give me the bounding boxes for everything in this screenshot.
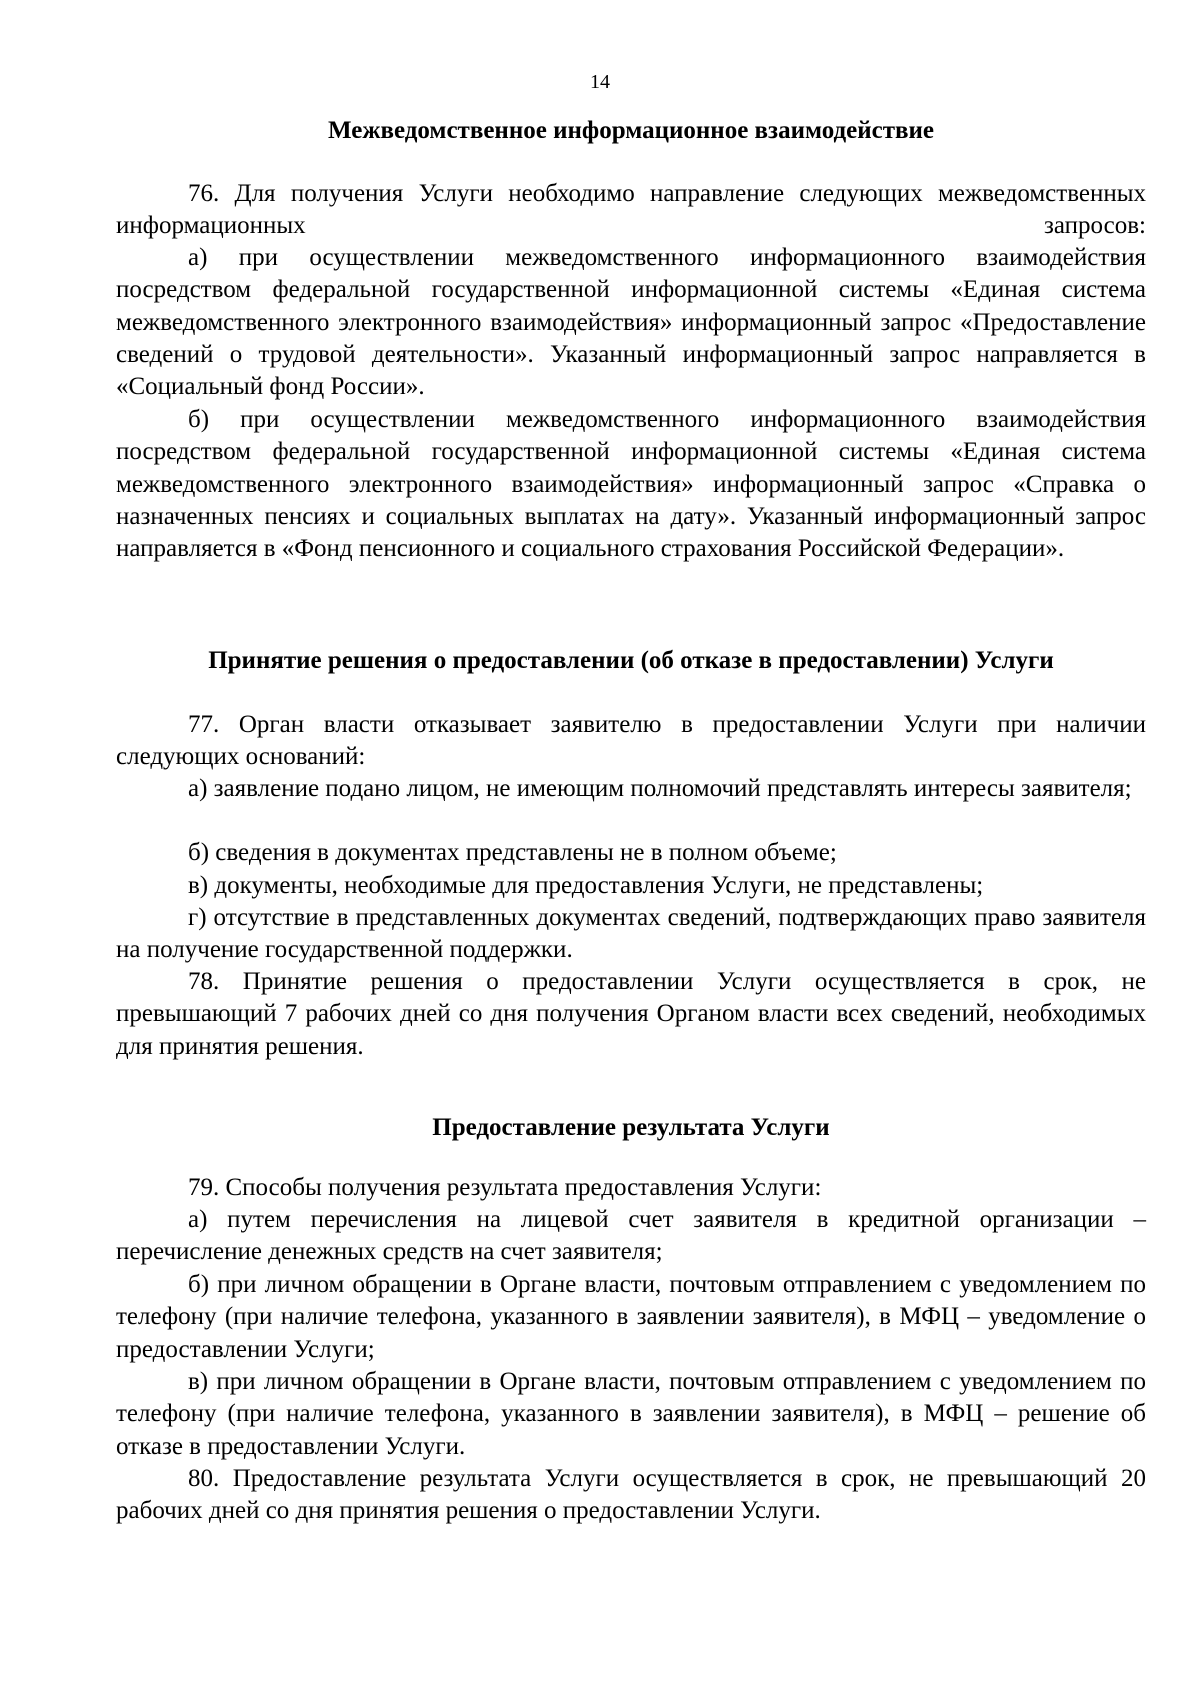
paragraph-76: 76. Для получения Услуги необходимо направление следующих межведомственных информационных запросов:: [116, 180, 1146, 240]
paragraph-80: 80. Предоставление результата Услуги осуществляется в срок, не превышающий 20 рабочих дней со дня принятия решения о предоставлении Услуги.: [116, 1465, 1146, 1525]
section-heading-decision: Принятие решения о предоставлении (об отказе в предоставлении) Услуги: [208, 647, 1054, 674]
paragraph-77-a: а) заявление подано лицом, не имеющим полномочий представлять интересы заявителя;: [188, 775, 1132, 802]
section-heading-result: Предоставление результата Услуги: [432, 1114, 830, 1141]
paragraph-76-a: а) при осуществлении межведомственного информационного взаимодействия посредством федеральной государственной информационной системы «Единая система межведомственного электронного взаимодействия» информационный запрос «Предоставление сведений о трудовой деятельности». Указанный информационный запрос направляется в «Социальный фонд России».: [116, 244, 1146, 401]
paragraph-76-b: б) при осуществлении межведомственного информационного взаимодействия посредством федеральной государственной информационной системы «Единая система межведомственного электронного взаимодействия» информационный запрос «Справка о назначенных пенсиях и социальных выплатах на дату». Указанный информационный запрос направляется в «Фонд пенсионного и социального страхования Российской Федерации».: [116, 406, 1146, 563]
page-number: 14: [590, 71, 610, 93]
paragraph-77-b: б) сведения в документах представлены не в полном объеме;: [188, 839, 837, 866]
paragraph-79: 79. Способы получения результата предоставления Услуги:: [188, 1174, 822, 1201]
paragraph-77: 77. Орган власти отказывает заявителю в предоставлении Услуги при наличии следующих оснований:: [116, 711, 1146, 771]
paragraph-79-b: б) при личном обращении в Органе власти, почтовым отправлением с уведомлением по телефону (при наличие телефона, указанного в заявлении заявителя), в МФЦ – уведомление о предоставлении Услуги;: [116, 1271, 1146, 1363]
paragraph-79-a: а) путем перечисления на лицевой счет заявителя в кредитной организации – перечисление денежных средств на счет заявителя;: [116, 1206, 1146, 1266]
section-heading-interagency: Межведомственное информационное взаимодействие: [328, 117, 934, 144]
paragraph-77-g: г) отсутствие в представленных документах сведений, подтверждающих право заявителя на получение государственной поддержки.: [116, 904, 1146, 964]
paragraph-79-v: в) при личном обращении в Органе власти, почтовым отправлением с уведомлением по телефону (при наличие телефона, указанного в заявлении заявителя), в МФЦ – решение об отказе в предоставлении Услуги.: [116, 1368, 1146, 1460]
paragraph-77-v: в) документы, необходимые для предоставления Услуги, не представлены;: [188, 872, 984, 899]
paragraph-78: 78. Принятие решения о предоставлении Услуги осуществляется в срок, не превышающий 7 рабочих дней со дня получения Органом власти всех сведений, необходимых для принятия решения.: [116, 968, 1146, 1060]
